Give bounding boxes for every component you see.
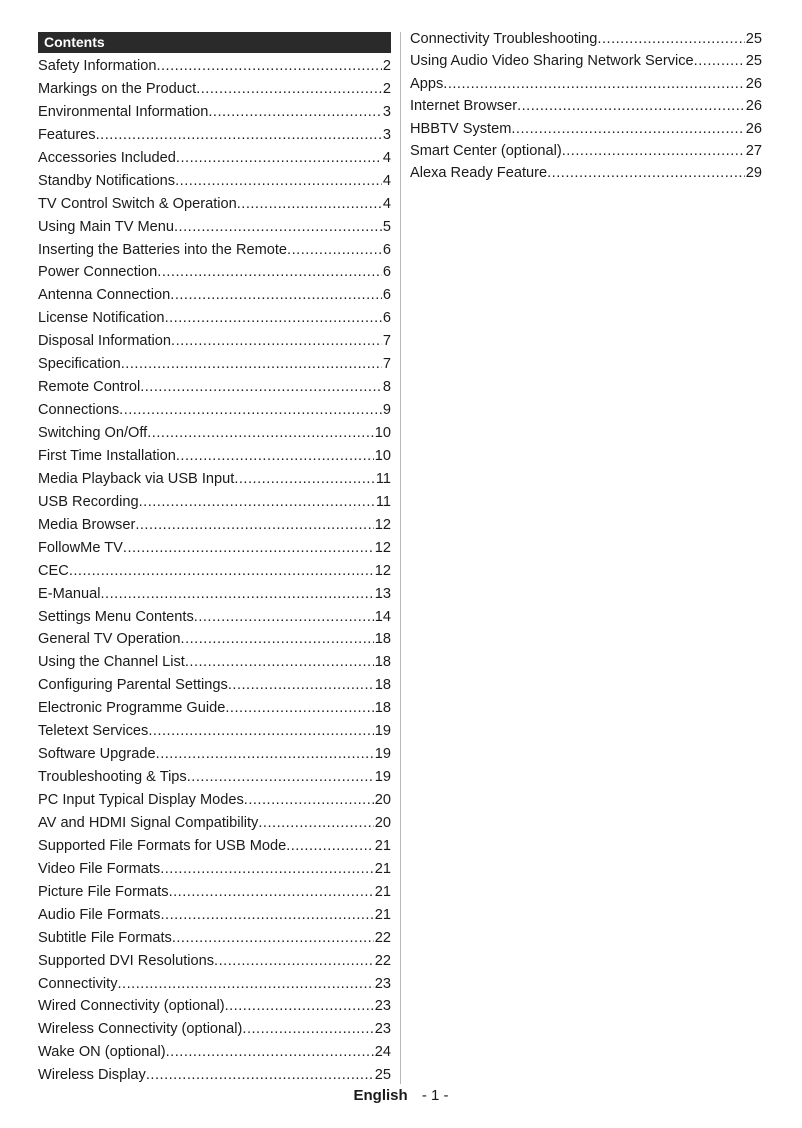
toc-entry-page: 11 (375, 493, 391, 510)
toc-entry-page: 12 (374, 539, 391, 556)
toc-entry-page: 25 (745, 31, 762, 47)
toc-entry-title: Wireless Connectivity (optional) (38, 1021, 243, 1038)
toc-entry-page: 26 (745, 75, 762, 92)
toc-dot-leader (187, 766, 374, 789)
toc-entry-page: 7 (382, 356, 391, 373)
toc-entry-title: Subtitle File Formats (38, 929, 172, 946)
toc-dot-leader (547, 162, 745, 184)
toc-entry[interactable] (38, 376, 391, 399)
toc-entry-title: Electronic Programme Guide (38, 700, 226, 717)
contents-left-column (38, 32, 391, 1087)
toc-dot-leader (176, 147, 382, 170)
toc-entry-page: 19 (374, 746, 391, 763)
toc-entry[interactable] (38, 399, 391, 422)
toc-entry[interactable] (38, 514, 391, 537)
toc-entry-title: Settings Menu Contents (38, 608, 194, 625)
toc-entry-page: 6 (382, 310, 391, 327)
toc-entry-title: Markings on the Product (38, 80, 197, 97)
toc-entry-page: 6 (382, 241, 391, 258)
toc-entry-page: 18 (374, 654, 391, 671)
toc-dot-leader (146, 1064, 374, 1087)
toc-entry-title: Environmental Information (38, 103, 209, 120)
page-footer (0, 1087, 802, 1104)
toc-entry-title: Using the Channel List (38, 654, 185, 671)
toc-dot-leader (694, 50, 745, 72)
toc-entry-page: 23 (374, 1021, 391, 1038)
toc-entry-title: Teletext Services (38, 723, 149, 740)
toc-entry[interactable] (38, 193, 391, 216)
toc-dot-leader (443, 73, 745, 95)
toc-dot-leader (148, 720, 373, 743)
toc-dot-leader (176, 445, 374, 468)
toc-dot-leader (181, 628, 374, 651)
footer-language: English (353, 1087, 408, 1104)
toc-entry[interactable] (38, 170, 391, 193)
toc-entry[interactable] (410, 140, 762, 162)
toc-entry-title: Power Connection (38, 264, 158, 281)
toc-entry[interactable] (410, 73, 762, 95)
toc-entry-page: 4 (382, 172, 391, 189)
toc-entry[interactable] (38, 1064, 391, 1087)
toc-entry[interactable] (38, 307, 391, 330)
toc-dot-leader (169, 881, 374, 904)
toc-dot-leader (196, 78, 382, 101)
toc-entry-title: Software Upgrade (38, 746, 156, 763)
toc-entry[interactable] (38, 973, 391, 996)
toc-entry-title: Safety Information (38, 58, 157, 74)
toc-dot-leader (511, 118, 744, 140)
toc-dot-leader (244, 789, 374, 812)
toc-entry-title: Media Playback via USB Input (38, 470, 235, 487)
toc-entry-page: 27 (745, 142, 762, 159)
toc-entry[interactable] (38, 697, 391, 720)
toc-entry[interactable] (38, 1018, 391, 1041)
toc-entry-title: Features (38, 126, 96, 143)
toc-entry[interactable] (38, 812, 391, 835)
toc-entry-title: Connectivity (38, 975, 118, 992)
toc-entry[interactable] (410, 50, 762, 72)
toc-dot-leader (96, 124, 382, 147)
toc-entry[interactable] (38, 560, 391, 583)
toc-entry-title: USB Recording (38, 493, 139, 510)
toc-dot-leader (135, 514, 373, 537)
toc-dot-leader (185, 651, 374, 674)
toc-dot-leader (225, 995, 374, 1018)
toc-entry-title: PC Input Typical Display Modes (38, 792, 244, 808)
toc-dot-leader (171, 330, 382, 353)
toc-entry-title: Media Browser (38, 516, 136, 533)
toc-entry[interactable] (38, 904, 391, 927)
toc-dot-leader (172, 927, 374, 950)
toc-entry[interactable] (38, 445, 391, 468)
toc-entry-title: Wired Connectivity (optional) (38, 998, 225, 1015)
toc-dot-leader (562, 140, 745, 162)
toc-entry-title: HBBTV System (410, 120, 512, 137)
toc-entry[interactable] (38, 927, 391, 950)
toc-entry-page: 11 (375, 470, 391, 487)
toc-entry[interactable] (38, 491, 391, 514)
contents-right-column (410, 28, 762, 185)
toc-entry-page: 20 (374, 814, 391, 831)
toc-entry[interactable] (38, 468, 391, 491)
toc-dot-leader (119, 399, 382, 422)
toc-entry-page: 12 (374, 562, 391, 579)
toc-entry-title: TV Control Switch & Operation (38, 195, 237, 212)
toc-entry-title: E-Manual (38, 585, 101, 602)
toc-entry[interactable] (38, 628, 391, 651)
toc-dot-leader (157, 261, 382, 284)
toc-entry-title: Alexa Ready Feature (410, 165, 548, 182)
toc-dot-leader (121, 353, 382, 376)
toc-entry-title: First Time Installation (38, 447, 176, 464)
toc-entry[interactable] (38, 881, 391, 904)
toc-entry-title: Video File Formats (38, 860, 161, 877)
toc-entry-title: Configuring Parental Settings (38, 677, 228, 694)
toc-entry-page: 21 (374, 883, 391, 900)
toc-entry-page: 18 (374, 631, 391, 648)
toc-entry[interactable] (38, 789, 391, 812)
toc-dot-leader (287, 239, 382, 262)
toc-entry[interactable] (38, 353, 391, 376)
toc-entry[interactable] (38, 101, 391, 124)
toc-dot-leader (165, 307, 382, 330)
toc-entry-title: Connections (38, 402, 120, 419)
toc-dot-leader (147, 422, 374, 445)
toc-entry-page: 12 (374, 516, 391, 533)
toc-entry-title: License Notification (38, 310, 165, 327)
toc-entry[interactable] (38, 1041, 391, 1064)
toc-dot-leader (156, 55, 381, 78)
toc-entry-page: 10 (374, 425, 391, 441)
toc-dot-leader (166, 1041, 374, 1064)
toc-list-left (38, 55, 391, 1087)
toc-entry[interactable] (410, 118, 762, 140)
toc-entry[interactable] (38, 766, 391, 789)
toc-entry-page: 25 (374, 1067, 391, 1084)
toc-dot-leader (286, 835, 374, 858)
toc-dot-leader (69, 560, 374, 583)
toc-dot-leader (234, 468, 375, 491)
toc-dot-leader (170, 284, 382, 307)
toc-dot-leader (597, 28, 744, 50)
toc-dot-leader (160, 858, 374, 881)
toc-entry-page: 7 (382, 333, 391, 350)
toc-entry-page: 6 (382, 287, 391, 304)
toc-dot-leader (214, 950, 374, 973)
toc-entry[interactable] (410, 95, 762, 117)
toc-dot-leader (156, 743, 374, 766)
toc-dot-leader (118, 973, 374, 996)
toc-entry-page: 13 (374, 585, 391, 602)
toc-list-right (410, 28, 762, 185)
column-divider (400, 32, 401, 1084)
toc-entry-page: 14 (374, 608, 391, 625)
toc-entry-title: AV and HDMI Signal Compatibility (38, 814, 259, 831)
toc-entry-page: 4 (382, 195, 391, 212)
toc-entry-title: Using Audio Video Sharing Network Service (410, 53, 694, 70)
toc-entry[interactable] (38, 651, 391, 674)
toc-entry-page: 2 (382, 58, 391, 74)
footer-page-number: - 1 - (421, 1087, 449, 1104)
toc-entry[interactable] (38, 720, 391, 743)
toc-entry-page: 24 (374, 1044, 391, 1061)
toc-entry-title: Standby Notifications (38, 172, 176, 189)
toc-entry-page: 19 (374, 769, 391, 786)
toc-entry-page: 25 (745, 53, 762, 70)
toc-entry-title: CEC (38, 562, 69, 579)
toc-entry-title: Supported DVI Resolutions (38, 952, 215, 969)
toc-entry[interactable] (38, 422, 391, 445)
toc-dot-leader (140, 376, 382, 399)
toc-entry-page: 21 (374, 906, 391, 923)
toc-entry-title: Internet Browser (410, 98, 518, 115)
toc-entry[interactable] (38, 537, 391, 560)
toc-entry[interactable] (38, 743, 391, 766)
toc-entry[interactable] (38, 858, 391, 881)
toc-entry[interactable] (410, 162, 762, 184)
toc-entry-title: Wireless Display (38, 1067, 146, 1084)
toc-entry-title: Picture File Formats (38, 883, 169, 900)
toc-entry[interactable] (38, 995, 391, 1018)
toc-entry-title: Connectivity Troubleshooting (410, 31, 598, 47)
toc-entry[interactable] (38, 606, 391, 629)
toc-entry[interactable] (38, 674, 391, 697)
toc-entry[interactable] (38, 835, 391, 858)
toc-entry-title: Troubleshooting & Tips (38, 769, 187, 786)
toc-entry-title: Apps (410, 75, 444, 92)
toc-entry[interactable] (38, 55, 391, 78)
toc-entry-title: Antenna Connection (38, 287, 171, 304)
toc-entry-title: Using Main TV Menu (38, 218, 174, 235)
toc-entry-title: Remote Control (38, 379, 141, 396)
toc-entry[interactable] (38, 216, 391, 239)
toc-entry-title: Audio File Formats (38, 906, 161, 923)
toc-entry-title: Disposal Information (38, 333, 172, 350)
toc-dot-leader (175, 170, 382, 193)
toc-dot-leader (225, 697, 373, 720)
toc-entry-title: Smart Center (optional) (410, 142, 562, 159)
toc-entry-page: 6 (382, 264, 391, 281)
toc-entry[interactable] (38, 124, 391, 147)
toc-entry-page: 22 (374, 952, 391, 969)
toc-entry-page: 20 (374, 792, 391, 808)
toc-dot-leader (208, 101, 382, 124)
toc-entry[interactable] (38, 239, 391, 262)
toc-entry-page: 23 (374, 975, 391, 992)
toc-dot-leader (237, 193, 382, 216)
toc-entry-title: General TV Operation (38, 631, 181, 648)
toc-dot-leader (194, 606, 374, 629)
contents-heading: Contents (38, 32, 391, 53)
toc-entry-page: 21 (374, 860, 391, 877)
toc-entry[interactable] (38, 330, 391, 353)
toc-entry-page: 4 (382, 149, 391, 166)
toc-entry-page: 26 (745, 98, 762, 115)
toc-entry-title: Switching On/Off (38, 425, 148, 441)
toc-dot-leader (517, 95, 745, 117)
toc-entry-page: 8 (382, 379, 391, 396)
toc-entry-page: 10 (374, 447, 391, 464)
toc-entry[interactable] (38, 583, 391, 606)
toc-entry-title: Inserting the Batteries into the Remote (38, 241, 288, 258)
toc-entry-page: 3 (382, 103, 391, 120)
toc-entry-title: Supported File Formats for USB Mode (38, 837, 287, 854)
toc-dot-leader (228, 674, 374, 697)
toc-entry-page: 9 (382, 402, 391, 419)
toc-dot-leader (100, 583, 373, 606)
toc-dot-leader (123, 537, 374, 560)
toc-entry-title: FollowMe TV (38, 539, 123, 556)
toc-entry[interactable] (38, 950, 391, 973)
toc-dot-leader (139, 491, 375, 514)
toc-dot-leader (258, 812, 373, 835)
toc-entry[interactable] (38, 261, 391, 284)
toc-entry[interactable] (38, 78, 391, 101)
toc-entry-title: Wake ON (optional) (38, 1044, 166, 1061)
toc-entry-page: 18 (374, 700, 391, 717)
toc-entry[interactable] (38, 284, 391, 307)
toc-entry-page: 23 (374, 998, 391, 1015)
toc-entry-page: 3 (382, 126, 391, 143)
toc-dot-leader (174, 216, 382, 239)
toc-entry[interactable] (38, 147, 391, 170)
toc-entry-page: 5 (382, 218, 391, 235)
toc-entry-page: 18 (374, 677, 391, 694)
toc-entry[interactable] (410, 28, 762, 50)
toc-entry-page: 21 (374, 837, 391, 854)
toc-entry-page: 29 (745, 165, 762, 182)
toc-entry-page: 26 (745, 120, 762, 137)
toc-dot-leader (160, 904, 373, 927)
toc-entry-title: Specification (38, 356, 121, 373)
toc-entry-page: 2 (382, 80, 391, 97)
toc-entry-page: 22 (374, 929, 391, 946)
toc-dot-leader (242, 1018, 373, 1041)
toc-entry-title: Accessories Included (38, 149, 176, 166)
toc-entry-page: 19 (374, 723, 391, 740)
